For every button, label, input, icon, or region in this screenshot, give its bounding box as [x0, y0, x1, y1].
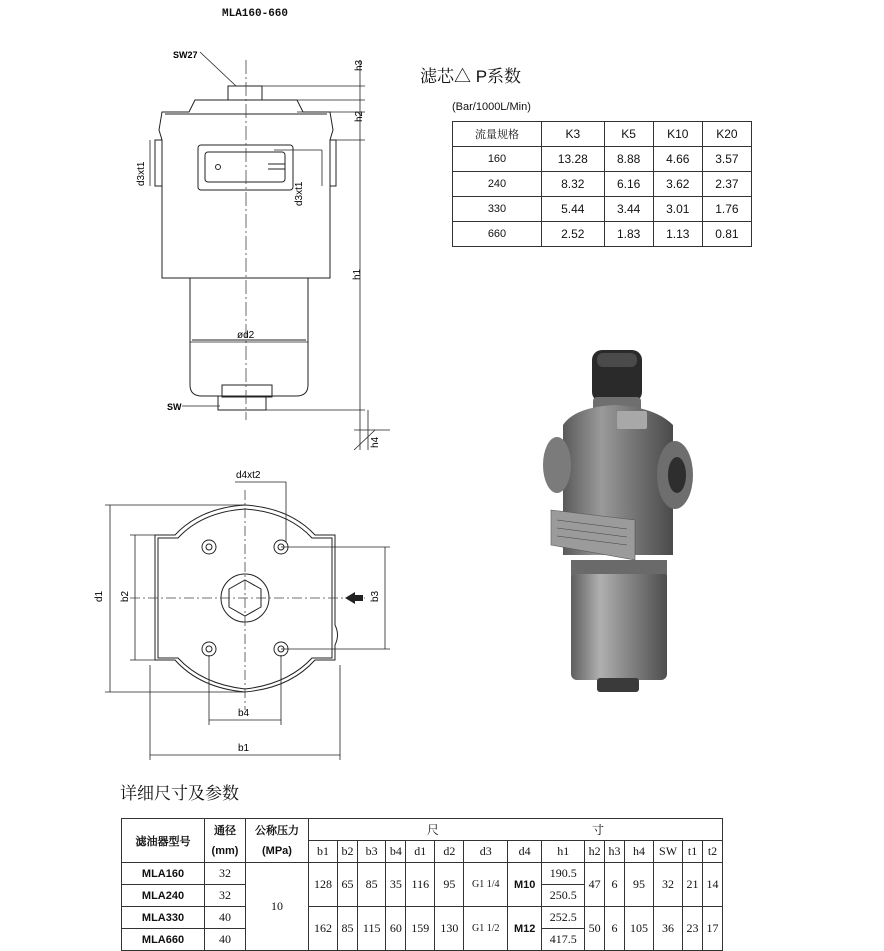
table-cell: 35 — [386, 863, 406, 907]
table-cell: 3.01 — [653, 197, 702, 222]
table-row — [122, 819, 723, 841]
table-cell: 1.13 — [653, 222, 702, 247]
top-view-drawing — [90, 460, 410, 780]
table-header-cell: b4 — [386, 841, 406, 863]
label-h3: h3 — [354, 59, 365, 71]
label-b4: b4 — [238, 708, 250, 719]
label-d4t2: d4xt2 — [236, 470, 261, 481]
table-cell: 32 — [654, 863, 683, 907]
table-header-cell: b1 — [309, 841, 338, 863]
table-cell: 128 — [309, 863, 338, 907]
table-header-cell: h2 — [585, 841, 605, 863]
table-header-cell: (mm) — [205, 841, 246, 863]
table-cell: 2.52 — [542, 222, 605, 247]
filter-product-image — [535, 345, 695, 705]
table-cell: 14 — [702, 863, 722, 907]
label-b3: b3 — [370, 590, 381, 602]
label-sw: SW — [167, 402, 182, 412]
bore-cell: 40 — [205, 929, 246, 951]
table-cell: 85 — [338, 907, 358, 951]
table-header-cell: d2 — [435, 841, 464, 863]
table-cell: 6.16 — [604, 172, 653, 197]
table-cell: M10 — [508, 863, 542, 907]
table-cell: 159 — [406, 907, 435, 951]
size-header-2: 寸 — [592, 823, 605, 837]
label-h4: h4 — [370, 436, 381, 448]
table-header-cell: SW — [654, 841, 683, 863]
label-h2: h2 — [354, 110, 365, 122]
table-cell: G1 1/4 — [464, 863, 508, 907]
table-cell: G1 1/2 — [464, 907, 508, 951]
table-header-cell: d3 — [464, 841, 508, 863]
table-cell: 130 — [435, 907, 464, 951]
table-header-cell: 公称压力 — [246, 819, 309, 841]
label-d3t1-right: d3xt1 — [294, 181, 305, 206]
table-header-cell: h4 — [624, 841, 653, 863]
table-header-cell: t2 — [702, 841, 722, 863]
table-cell: 3.62 — [653, 172, 702, 197]
table-cell: 8.32 — [542, 172, 605, 197]
table-cell: 0.81 — [702, 222, 751, 247]
table-cell: 2.37 — [702, 172, 751, 197]
table-cell: 50 — [585, 907, 605, 951]
table-header-cell: h3 — [605, 841, 625, 863]
table-cell: 85 — [357, 863, 385, 907]
table-cell: 23 — [683, 907, 703, 951]
table-cell: 5.44 — [542, 197, 605, 222]
model-cell: MLA160 — [122, 863, 205, 885]
bore-cell: 40 — [205, 907, 246, 929]
delta-p-table — [452, 121, 752, 247]
table-cell: 250.5 — [542, 885, 585, 907]
drawing-title: MLA160-660 — [222, 8, 289, 20]
table-cell: 47 — [585, 863, 605, 907]
table-cell: 4.66 — [653, 147, 702, 172]
table-header-cell: K3 — [542, 122, 605, 147]
table-cell: 115 — [357, 907, 385, 951]
table-cell: 660 — [453, 222, 542, 247]
label-d3t1-left: d3xt1 — [136, 161, 147, 186]
label-b1: b1 — [238, 743, 250, 754]
bore-cell: 32 — [205, 885, 246, 907]
table-cell: 417.5 — [542, 929, 585, 951]
table-cell: 1.76 — [702, 197, 751, 222]
table-header-cell: K5 — [604, 122, 653, 147]
table-cell: 3.57 — [702, 147, 751, 172]
table-cell: 36 — [654, 907, 683, 951]
table-header-cell: K20 — [702, 122, 751, 147]
table-header-cell: K10 — [653, 122, 702, 147]
table-row — [122, 841, 723, 863]
table-cell: 95 — [435, 863, 464, 907]
table-cell: 190.5 — [542, 863, 585, 885]
front-view-drawing — [0, 0, 420, 460]
table-header-cell: 滤油器型号 — [122, 819, 205, 863]
table-cell: 13.28 — [542, 147, 605, 172]
table-cell: 95 — [624, 863, 653, 907]
dimensions-table — [121, 818, 723, 951]
table-header-cell: h1 — [542, 841, 585, 863]
table-row — [453, 172, 752, 197]
table-header-cell: b2 — [338, 841, 358, 863]
delta-p-title: 滤芯△ P系数 — [420, 67, 522, 86]
label-b2: b2 — [120, 590, 131, 602]
table-cell: 6 — [605, 907, 625, 951]
table-cell: 240 — [453, 172, 542, 197]
table-cell: 116 — [406, 863, 435, 907]
table-row — [453, 197, 752, 222]
table-cell: 1.83 — [604, 222, 653, 247]
table-row — [122, 907, 723, 929]
table-cell: 6 — [605, 863, 625, 907]
model-cell: MLA240 — [122, 885, 205, 907]
table-cell: 60 — [386, 907, 406, 951]
table-cell: 162 — [309, 907, 338, 951]
label-od2: ød2 — [237, 330, 255, 341]
table-cell: 252.5 — [542, 907, 585, 929]
bore-cell: 32 — [205, 863, 246, 885]
pressure-cell: 10 — [246, 863, 309, 951]
label-h1: h1 — [352, 268, 363, 280]
model-cell: MLA660 — [122, 929, 205, 951]
table-cell: 17 — [702, 907, 722, 951]
label-sw27: SW27 — [173, 50, 198, 60]
table-row — [122, 863, 723, 885]
table-header-cell: 流量规格 — [453, 122, 542, 147]
dimensions-title: 详细尺寸及参数 — [120, 784, 239, 803]
table-header-cell — [309, 819, 723, 841]
table-header-cell: (MPa) — [246, 841, 309, 863]
delta-p-unit: (Bar/1000L/Min) — [452, 101, 531, 113]
table-cell: 65 — [338, 863, 358, 907]
table-cell: 330 — [453, 197, 542, 222]
table-cell: M12 — [508, 907, 542, 951]
table-cell: 160 — [453, 147, 542, 172]
table-header-cell: d4 — [508, 841, 542, 863]
table-cell: 3.44 — [604, 197, 653, 222]
table-header-cell: t1 — [683, 841, 703, 863]
table-row — [453, 122, 752, 147]
table-row — [453, 222, 752, 247]
table-header-cell: d1 — [406, 841, 435, 863]
size-header: 尺 — [426, 823, 439, 837]
table-row — [453, 147, 752, 172]
table-header-cell: 通径 — [205, 819, 246, 841]
table-cell: 8.88 — [604, 147, 653, 172]
table-cell: 105 — [624, 907, 653, 951]
table-header-cell: b3 — [357, 841, 385, 863]
model-cell: MLA330 — [122, 907, 205, 929]
label-d1: d1 — [94, 590, 105, 602]
table-cell: 21 — [683, 863, 703, 907]
